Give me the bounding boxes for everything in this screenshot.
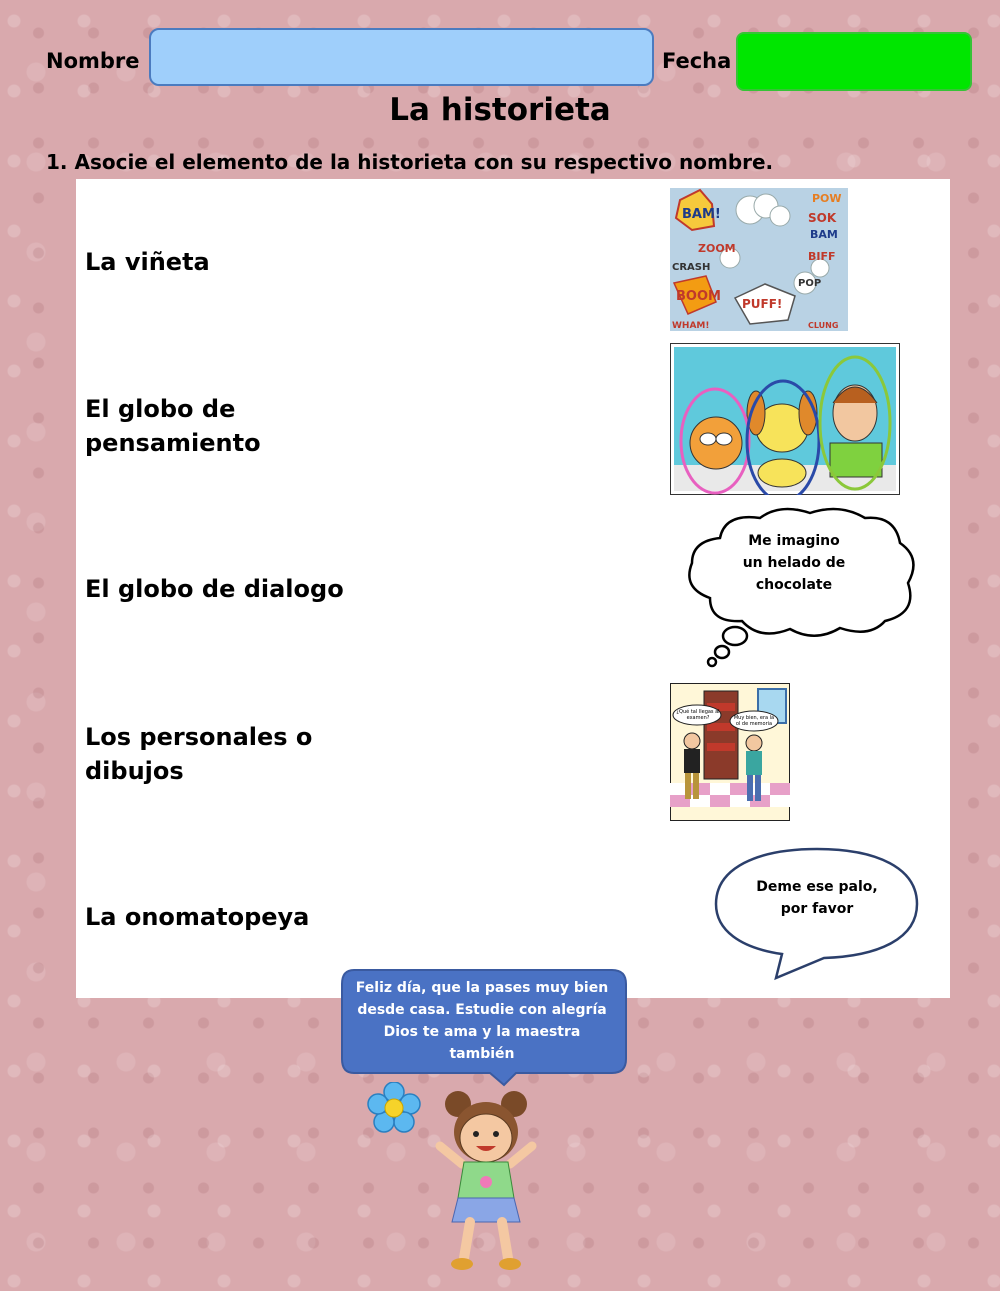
word-clung: CLUNG [808, 321, 839, 330]
girl-character [430, 1088, 542, 1274]
comic-panel-scene [670, 683, 790, 821]
term-onomatopeya[interactable]: La onomatopeya [85, 903, 310, 931]
fecha-input[interactable] [736, 32, 972, 91]
greeting-bubble [340, 967, 630, 1087]
thought-bubble-image[interactable] [680, 503, 925, 671]
thought-bubble-text: Me imagino un helado de chocolate [742, 533, 846, 593]
word-biff: BIFF [808, 250, 836, 263]
term-globo-pensamiento[interactable]: El globo de pensamiento [85, 395, 261, 457]
word-puff: PUFF! [742, 297, 783, 311]
word-crash: CRASH [672, 262, 711, 273]
nombre-label: Nombre [46, 49, 140, 73]
onomatopoeia-collage [670, 188, 848, 331]
word-sok: SOK [808, 211, 837, 225]
greeting-text: Feliz día, que la pases muy bien desde casa. Estudie con alegría Dios te ama y la maestra también [355, 980, 609, 1062]
characters-comic [670, 343, 900, 495]
word-bam: BAM! [682, 207, 721, 222]
fecha-label: Fecha [662, 49, 732, 73]
word-pow: POW [812, 192, 842, 205]
page-title: La historieta [389, 92, 611, 128]
word-boom: BOOM [676, 289, 721, 304]
comic-panel-image[interactable] [670, 683, 790, 821]
word-bam-2: BAM [810, 228, 838, 241]
instruction: 1. Asocie el elemento de la historieta con su respectivo nombre. [46, 150, 774, 174]
word-zoom: ZOOM [698, 242, 736, 255]
term-globo-dialogo[interactable]: El globo de dialogo [85, 575, 344, 603]
characters-image[interactable] [670, 343, 900, 495]
term-vineta[interactable]: La viñeta [85, 248, 210, 276]
comic-bubble-right: Muy bien, era la ol de memoria [733, 715, 775, 727]
term-personajes[interactable]: Los personales o dibujos [85, 723, 313, 785]
word-wham: WHAM! [672, 321, 710, 331]
nombre-input[interactable] [149, 28, 654, 86]
speech-bubble-image[interactable] [712, 846, 922, 982]
flower-icon [366, 1082, 422, 1134]
speech-bubble-text: Deme ese palo, por favor [756, 879, 878, 917]
word-pop: POP [798, 278, 822, 289]
onomatopoeia-image[interactable] [670, 188, 848, 331]
comic-bubble-left: ¿Qué tal llegas al examen? [676, 709, 720, 721]
